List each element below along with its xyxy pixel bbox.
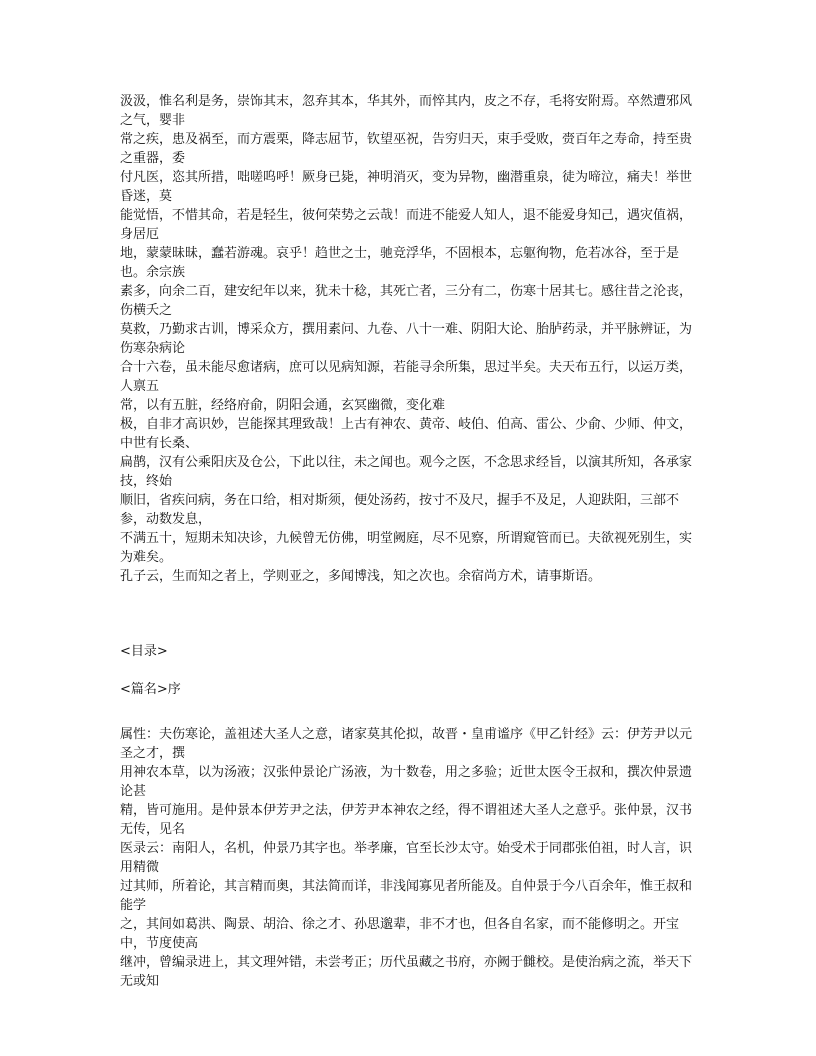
text-line: 用神农本草，以为汤液；汉张仲景论广汤液，为十数卷，用之多验；近世太医令王叔和，撰次仲景遗论甚 <box>120 765 693 799</box>
text-line: 常，以有五脏，经络府俞，阴阳会通，玄冥幽微，变化难 <box>120 398 446 413</box>
section-title: <篇名>序 <box>120 682 181 697</box>
text-line: 莫救，乃勤求古训，博采众方，撰用素问、九卷、八十一难、阴阳大论、胎胪药录，并平脉辨证，为伤寒杂病论 <box>120 322 693 356</box>
text-line: 继冲，曾编录进上，其文理舛错，未尝考正；历代虽藏之书府，亦阙于雠校。是使治病之流，举天下无或知 <box>120 955 693 989</box>
text-line: 不满五十，短期未知决诊，九候曾无仿佛，明堂阙庭，尽不见察，所谓窥管而已。夫欲视死别生，实为难矣。 <box>120 531 693 565</box>
text-line: 医录云：南阳人，名机，仲景乃其字也。举孝廉，官至长沙太守。始受术于同郡张伯祖，时人言，识用精微 <box>120 841 693 875</box>
text-line: 顺旧，省疾问病，务在口给，相对斯须，便处汤药，按寸不及尺，握手不及足，人迎趺阳，三部不参，动数发息， <box>120 493 680 527</box>
text-line: 扁鹊，汉有公乘阳庆及仓公，下此以往，未之闻也。观今之医，不念思求经旨，以演其所知，各承家技，终始 <box>120 455 693 489</box>
text-line: 能觉悟，不惜其命，若是轻生，彼何荣势之云哉！而进不能爱人知人，退不能爱身知己，遇灾值祸，身居厄 <box>120 208 693 242</box>
document-text <box>120 92 700 991</box>
text-line: 汲汲，惟名利是务，崇饰其末，忽弃其本，华其外，而悴其内，皮之不存，毛将安附焉。卒然遭邪风之气，婴非 <box>120 94 693 128</box>
text-line: 付凡医，恣其所措，咄嗟呜呼！厥身已毙，神明消灭，变为异物，幽潜重泉，徒为啼泣，痛夫！举世昏迷，莫 <box>120 170 693 204</box>
text-line: 合十六卷，虽未能尽愈诸病，庶可以见病知源，若能寻余所集，思过半矣。夫天布五行，以运万类，人禀五 <box>120 360 693 394</box>
preface-section <box>120 92 700 586</box>
text-line: 属性：夫伤寒论，盖祖述大圣人之意，诸家莫其伦拟，故晋・皇甫谧序《甲乙针经》云：伊芳尹以元圣之才，撰 <box>120 727 693 761</box>
text-line: 地，蒙蒙昧昧，蠢若游魂。哀乎！趋世之士，驰竞浮华，不固根本，忘躯徇物，危若冰谷，至于是也。余宗族 <box>120 246 680 280</box>
text-line: 孔子云，生而知之者上，学则亚之，多闻博浅，知之次也。余宿尚方术，请事斯语。 <box>120 569 602 584</box>
text-line: 素多，向余二百，建安纪年以来，犹未十稔，其死亡者，三分有二，伤寒十居其七。感往昔之沦丧，伤横夭之 <box>120 284 693 318</box>
text-line: 常之疾，患及祸至，而方震栗，降志屈节，钦望巫祝，告穷归天，束手受败，赍百年之寿命，持至贵之重器，委 <box>120 132 693 166</box>
text-line: 极，自非才高识妙，岂能探其理致哉！上古有神农、黄帝、岐伯、伯高、雷公、少俞、少师、仲文，中世有长桑、 <box>120 417 693 451</box>
toc-label: <目录> <box>120 644 168 659</box>
text-line: 过其师，所着论，其言精而奥，其法简而详，非浅闻寡见者所能及。自仲景于今八百余年，惟王叔和能学 <box>120 879 693 913</box>
text-line: 精，皆可施用。是仲景本伊芳尹之法，伊芳尹本神农之经，得不谓祖述大圣人之意乎。张仲景，汉书无传，见名 <box>120 803 693 837</box>
text-line: 之，其间如葛洪、陶景、胡洽、徐之才、孙思邈辈，非不才也，但各自名家，而不能修明之。开宝中，节度使高 <box>120 917 680 951</box>
body-section <box>120 725 700 991</box>
